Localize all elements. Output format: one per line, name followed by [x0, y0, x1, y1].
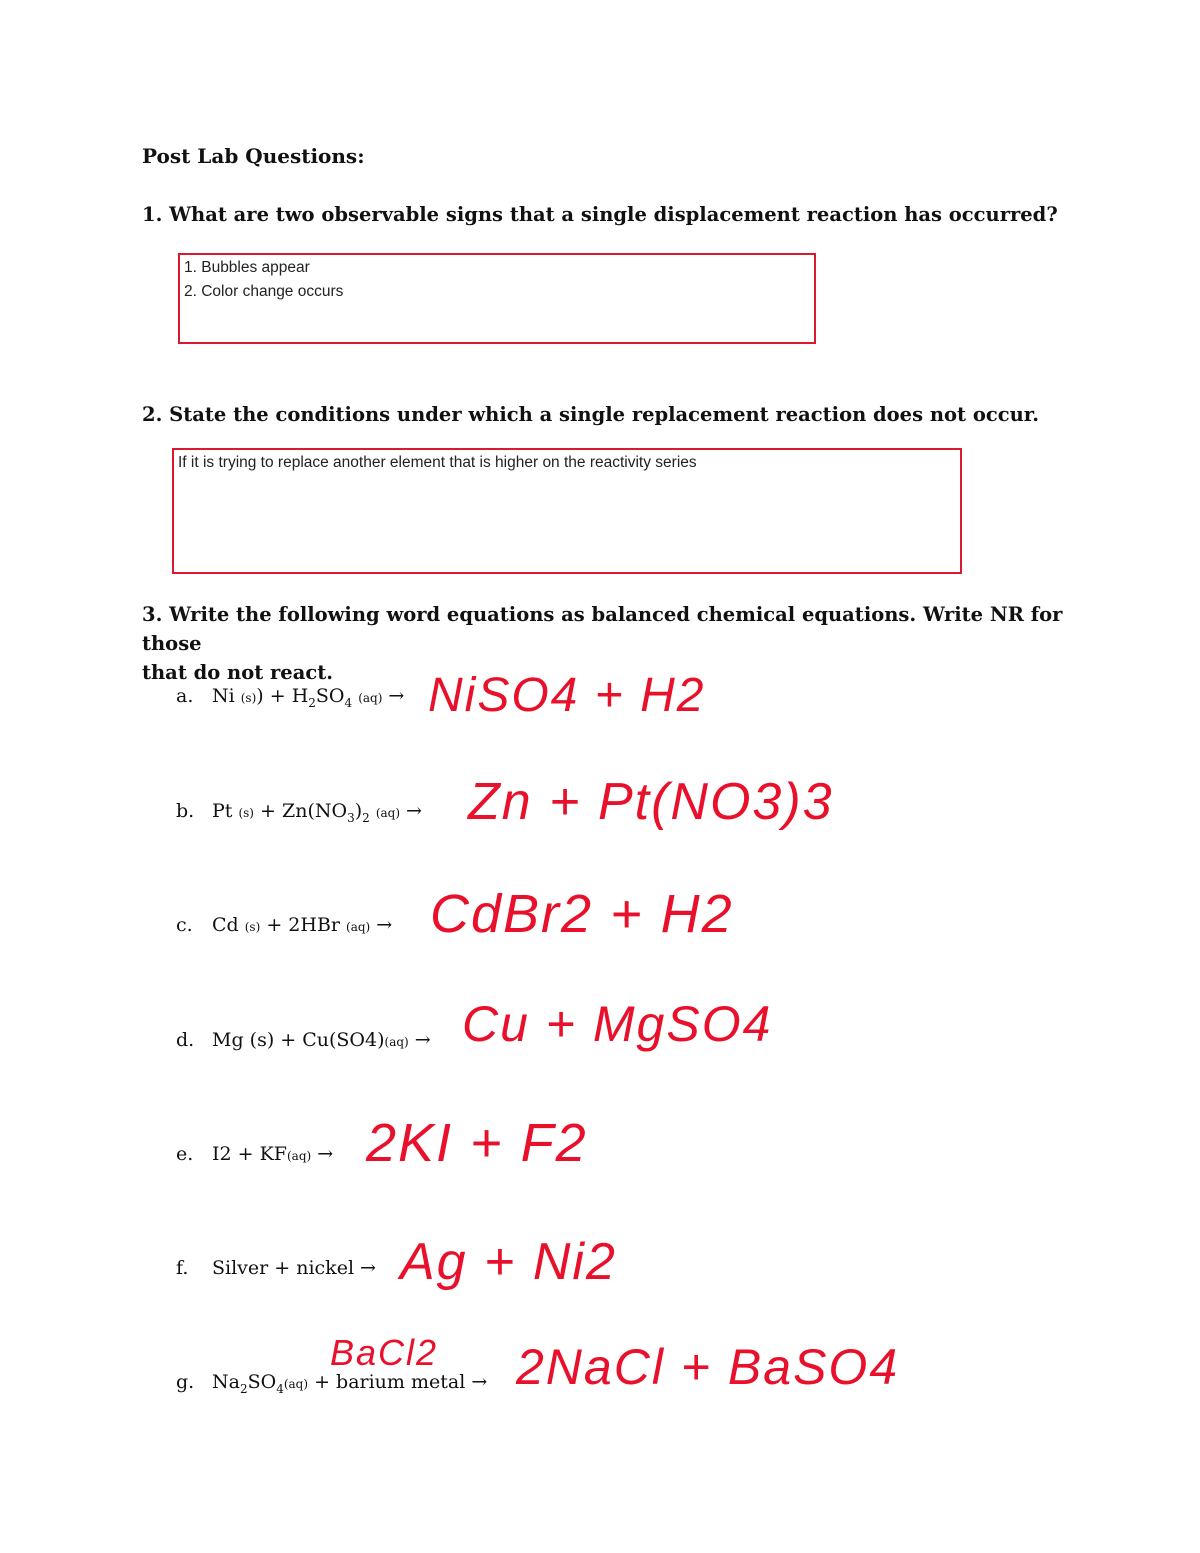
equation-letter: g.: [176, 1371, 195, 1393]
handwritten-answer-a: NiSO4 + H2: [428, 669, 706, 722]
equation-letter: e.: [176, 1143, 194, 1165]
equation-letter: c.: [176, 914, 193, 936]
question-3-line-1: 3. Write the following word equations as balanced chemical equations. Write NR for those: [142, 603, 1063, 655]
equation-a: [176, 685, 404, 710]
question-2: 2. State the conditions under which a single replacement reaction does not occur.: [142, 403, 1040, 426]
handwritten-answer-d: Cu + MgSO4: [462, 996, 773, 1052]
equation-d: [176, 1029, 431, 1051]
page-title: Post Lab Questions:: [142, 144, 365, 168]
handwritten-answer-b: Zn + Pt(NO3)3: [468, 773, 834, 831]
handwritten-answer-f: Ag + Ni2: [400, 1233, 617, 1291]
equation-f: [176, 1257, 376, 1279]
answer-2-text: If it is trying to replace another element that is higher on the reactivity series: [178, 454, 697, 471]
equation-letter: f.: [176, 1257, 189, 1279]
answer-1-line-2: 2. Color change occurs: [184, 283, 344, 300]
equation-g: [176, 1371, 487, 1396]
equation-letter: a.: [176, 685, 194, 707]
equation-lhs: I2 + KF(aq) →: [212, 1143, 334, 1165]
handwritten-answer-c: CdBr2 + H2: [430, 884, 734, 944]
handwritten-answer-e: 2KI + F2: [366, 1113, 588, 1173]
equation-lhs: $Na_2SO_4(aq)$ + barium metal →: [212, 1371, 488, 1396]
handwritten-answer-g: 2NaCl + BaSO4: [516, 1339, 900, 1395]
equation-lhs: Pt $(s) + Zn(NO_3)_2$ (aq) →: [212, 800, 422, 825]
answer-box-1[interactable]: [178, 253, 816, 344]
equation-lhs: Silver + nickel →: [212, 1257, 376, 1279]
question-1: 1. What are two observable signs that a single displacement reaction has occurred?: [142, 203, 1058, 226]
equation-lhs: Mg (s) + Cu(SO4)(aq) →: [212, 1029, 431, 1051]
answer-1-line-1: 1. Bubbles appear: [184, 259, 310, 276]
equation-letter: d.: [176, 1029, 195, 1051]
equation-c: [176, 914, 392, 936]
equation-lhs: Ni $(s)) + H_2SO_4$ (aq) →: [212, 685, 405, 710]
answer-box-2[interactable]: [172, 448, 962, 574]
equation-e: [176, 1143, 333, 1165]
question-3-line-2: that do not react.: [142, 661, 334, 684]
equation-b: [176, 800, 422, 825]
handwritten-annotation-g: BaCl2: [330, 1332, 439, 1373]
equation-letter: b.: [176, 800, 195, 822]
equation-lhs: Cd (s) + 2HBr (aq) →: [212, 914, 393, 936]
